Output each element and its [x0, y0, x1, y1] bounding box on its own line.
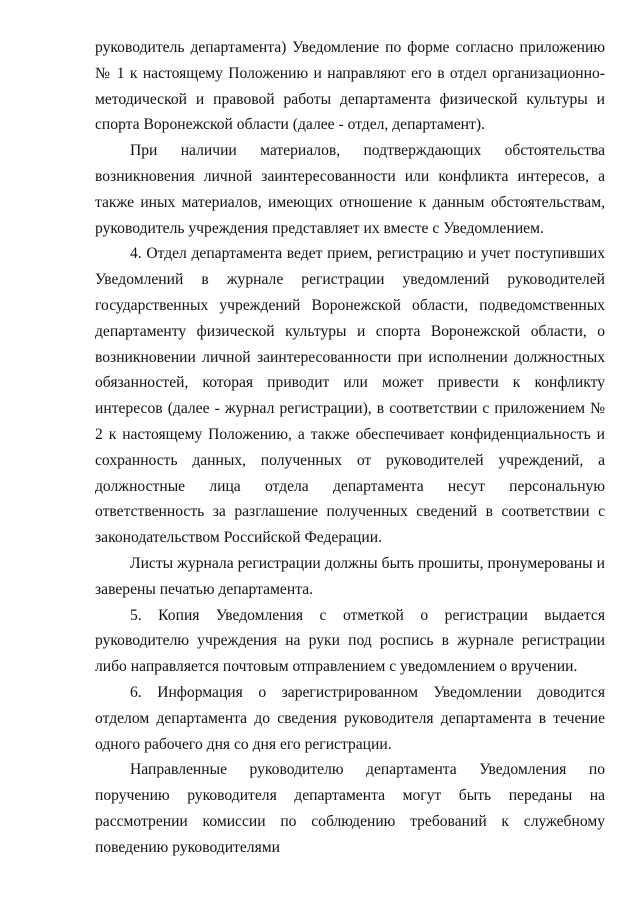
paragraph-1: руководитель департамента) Уведомление по форме согласно приложению № 1 к настоящему Положению и направляют его в отдел организационно-методической и правовой работы департамента физической культуры и спорта Воронежской области (далее - отдел, департамент). [95, 39, 605, 134]
paragraph-6: 6. Информация о зарегистрированном Уведомлении доводится отделом департамента до сведения руководителя департамента в течение одного рабочего дня со дня его регистрации. [95, 683, 605, 753]
paragraph-4: Листы журнала регистрации должны быть прошиты, пронумерованы и заверены печатью департамента. [95, 554, 605, 598]
paragraph-3: 4. Отдел департамента ведет прием, регистрацию и учет поступивших Уведомлений в журнале регистрации уведомлений руководителей государственных учреждений Воронежской области, подведомственных департаменту физической культуры и спорта Воронежской области, о возникновении личной заинтересованности при исполнении должностных обязанностей, которая приводит или может привести к конфликту интересов (далее - журнал регистрации), в соответствии с приложением № 2 к настоящему Положению, а также обеспечивает конфиденциальность и сохранность данных, полученных от руководителей учреждений, а должностные лица отдела департамента несут персональную ответственность за разглашение полученных сведений в соответствии с законодательством Российской Федерации. [95, 245, 605, 547]
paragraph-2: При наличии материалов, подтверждающих обстоятельства возникновения личной заинтересованности или конфликта интересов, а также иных материалов, имеющих отношение к данным обстоятельствам, руководитель учреждения представляет их вместе с Уведомлением. [95, 142, 605, 237]
document-body [95, 35, 605, 861]
paragraph-5: 5. Копия Уведомления с отметкой о регистрации выдается руководителю учреждения на руки под роспись в журнале регистрации либо направляется почтовым отправлением с уведомлением о вручении. [95, 606, 605, 676]
paragraph-7: Направленные руководителю департамента Уведомления по поручению руководителя департамента могут быть переданы на рассмотрении комиссии по соблюдению требований к служебному поведению руководителями [95, 761, 605, 856]
